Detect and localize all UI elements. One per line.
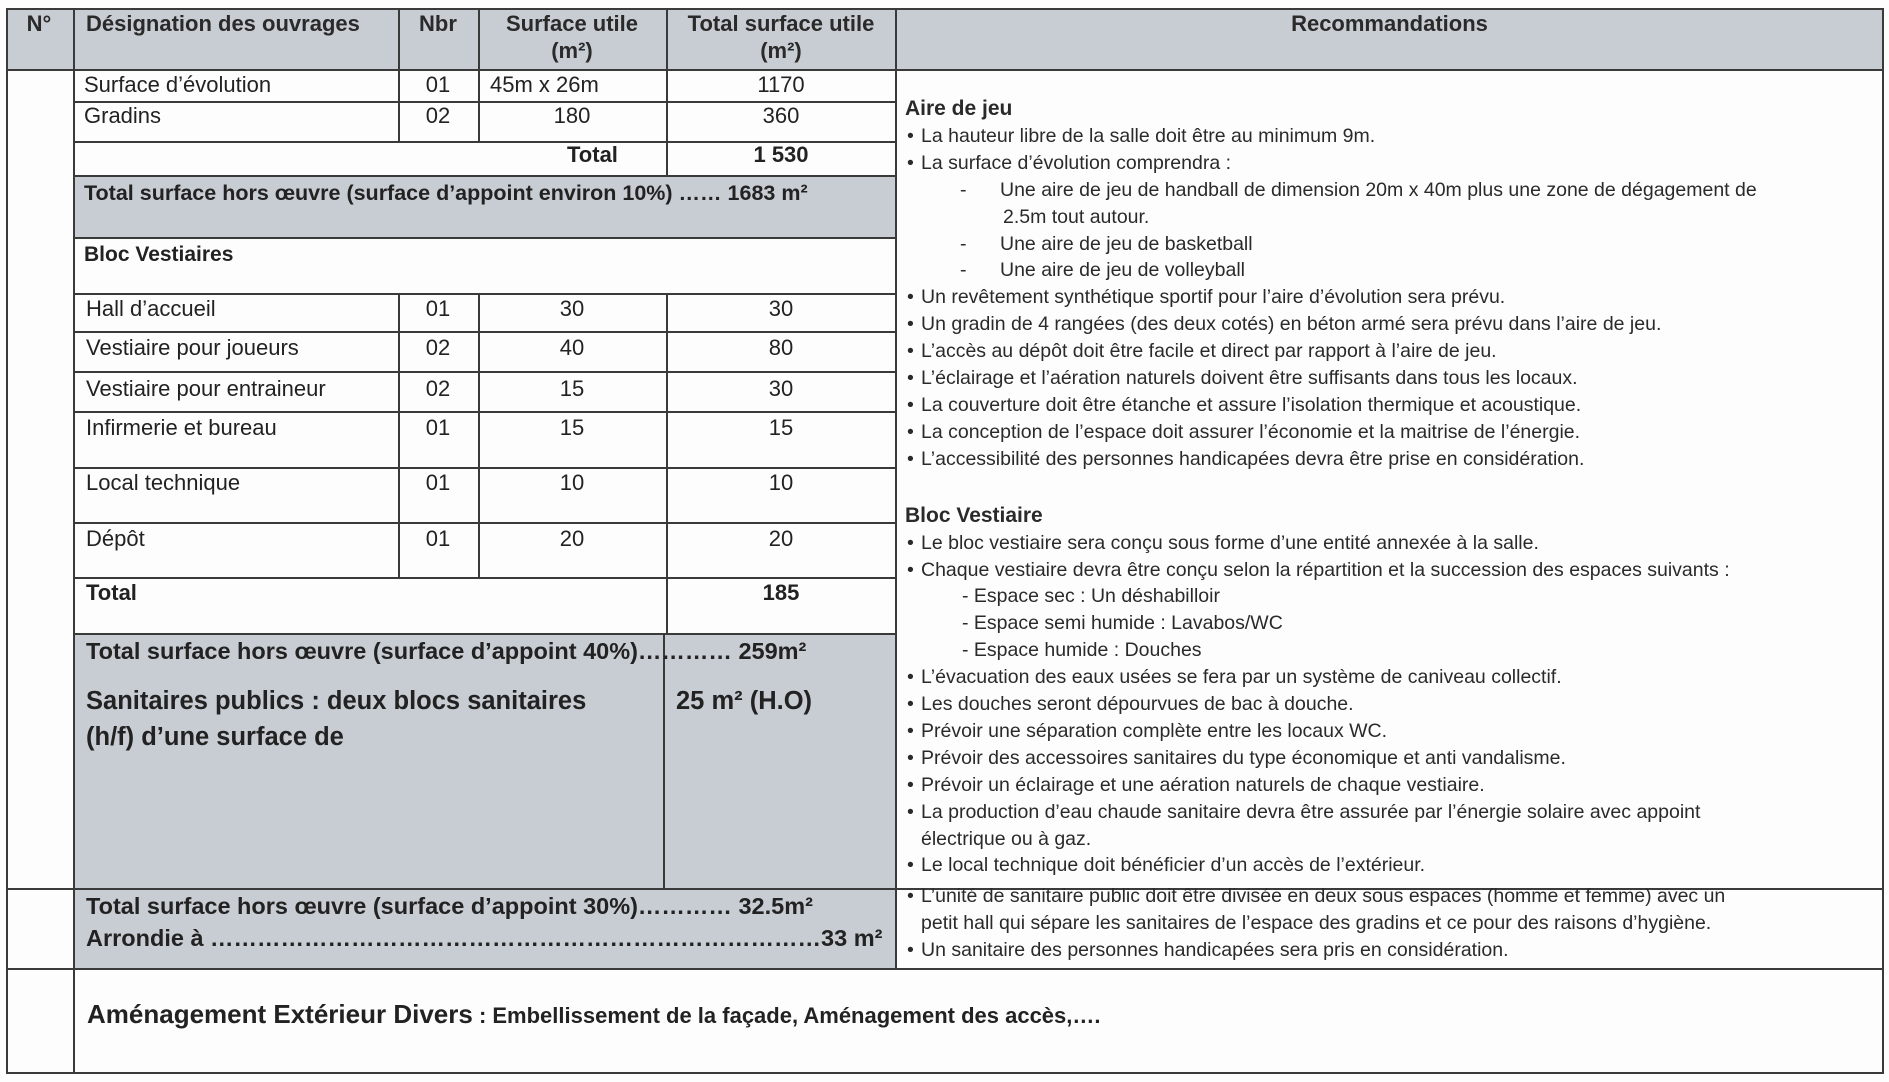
sanitaires-hors-oeuvre-line2: Arrondie à ……………………………………………………………………33 m² xyxy=(86,925,883,951)
sani-item-1-line1: • L’unité de sanitaire public doit être divisée en deux sous espaces (homme et femme) avec un xyxy=(905,883,1873,910)
aire-item-8: • La conception de l’espace doit assurer l’économie et la maitrise de l’énergie. xyxy=(905,419,1873,446)
header-total-line1: Total surface utile xyxy=(687,11,875,36)
vestiaires-title: Bloc Vestiaires xyxy=(84,243,234,266)
amenagement-title: Aménagement Extérieur Divers xyxy=(87,999,473,1029)
vestiaire-row-5-nbr: 01 xyxy=(425,470,451,495)
section-gap xyxy=(905,473,1873,503)
vestiaire-row-2-surface: 40 xyxy=(559,335,585,360)
vestiaires-total-label: Total xyxy=(86,580,137,605)
salle-row-2-designation: Gradins xyxy=(84,103,162,128)
vestiaire-row-4-designation: Infirmerie et bureau xyxy=(86,415,277,440)
recommandations-column xyxy=(905,96,1873,964)
amenagement-exterieur xyxy=(87,996,1101,1034)
aire-subitem-volleyball: - Une aire de jeu de volleyball xyxy=(905,257,1873,284)
vestiaire-row-4-surface: 15 xyxy=(559,415,585,440)
bloc-item-9: • Le local technique doit bénéficier d’un accès de l’extérieur. xyxy=(905,852,1873,879)
salle-row-1-nbr: 01 xyxy=(425,72,451,97)
vestiaire-row-1-total: 30 xyxy=(768,296,794,321)
aire-subitem-handball xyxy=(905,177,1873,204)
vestiaire-row-4-total: 15 xyxy=(768,415,794,440)
header-bottom-line xyxy=(6,69,1884,71)
salle-row-2-total: 360 xyxy=(762,103,800,128)
header-nbr: Nbr xyxy=(419,11,457,36)
header-designation: Désignation des ouvrages xyxy=(86,11,360,36)
row-line-5 xyxy=(73,293,895,295)
row-line-7 xyxy=(73,371,895,373)
bloc-item-5: • Prévoir une séparation complète entre les locaux WC. xyxy=(905,718,1873,745)
col-divider-recommandations xyxy=(895,8,897,968)
bloc-subitem-humide: - Espace humide : Douches xyxy=(962,639,1202,662)
vestiaires-hors-oeuvre: Total surface hors œuvre (surface d’appoint 40%)………… 259m² xyxy=(86,638,807,664)
bloc-item-6: • Prévoir des accessoires sanitaires du type économique et anti vandalisme. xyxy=(905,745,1873,772)
aire-item-7: • La couverture doit être étanche et assure l’isolation thermique et acoustique. xyxy=(905,392,1873,419)
row-line-12 xyxy=(73,633,895,635)
vestiaire-row-1-surface: 30 xyxy=(559,296,585,321)
vestiaire-row-3-total: 30 xyxy=(768,376,794,401)
aire-item-2: • La surface d’évolution comprendra : xyxy=(905,150,1873,177)
bloc-item-4: • Les douches seront dépourvues de bac à douche. xyxy=(905,691,1873,718)
salle-row-1-designation: Surface d’évolution xyxy=(84,72,272,97)
col-divider-no xyxy=(73,8,75,1074)
sanitaires-label-line2: (h/f) d’une surface de xyxy=(86,723,344,751)
bloc-item-8-line1: • La production d’eau chaude sanitaire devra être assurée par l’énergie solaire avec appoint xyxy=(905,799,1873,826)
aire-subitem-handball-line1: - Une aire de jeu de handball de dimension 20m x 40m plus une zone de dégagement de xyxy=(1000,178,1757,201)
aire-subitem-basketball: - Une aire de jeu de basketball xyxy=(905,231,1873,258)
amenagement-detail: : Embellissement de la façade, Aménagement des accès,…. xyxy=(472,1003,1101,1028)
salle-row-2-surface: 180 xyxy=(553,103,591,128)
salle-row-2-nbr: 02 xyxy=(425,103,451,128)
bloc-vestiaire-title: Bloc Vestiaire xyxy=(905,503,1043,527)
vestiaire-row-6-nbr: 01 xyxy=(425,526,451,551)
vestiaires-total-value: 185 xyxy=(762,580,800,605)
vestiaire-row-2-total: 80 xyxy=(768,335,794,360)
table-border-right xyxy=(1882,8,1884,1074)
aire-item-4: • Un gradin de 4 rangées (des deux cotés) en béton armé sera prévu dans l’aire de jeu. xyxy=(905,311,1873,338)
aire-subitem-handball-line2: 2.5m tout autour. xyxy=(1003,205,1150,228)
sanitaires-label-line1: Sanitaires publics : deux blocs sanitaires xyxy=(86,687,587,715)
salle-total-label: Total xyxy=(567,142,618,167)
vestiaire-row-2-nbr: 02 xyxy=(425,335,451,360)
header-surface-line1: Surface utile xyxy=(505,11,639,36)
header-no: N° xyxy=(26,11,52,36)
row-line-6 xyxy=(73,331,895,333)
bloc-item-8-line2: électrique ou à gaz. xyxy=(921,827,1092,850)
vestiaire-row-5-designation: Local technique xyxy=(86,470,241,495)
salle-row-1-total: 1170 xyxy=(757,72,805,97)
row-line-3 xyxy=(73,175,895,177)
row-line-10 xyxy=(73,522,895,524)
bloc-subitem-sec: - Espace sec : Un déshabilloir xyxy=(962,585,1220,608)
row-line-14 xyxy=(6,968,1884,970)
aire-de-jeu-title: Aire de jeu xyxy=(905,97,1013,120)
vestiaire-row-2-designation: Vestiaire pour joueurs xyxy=(86,335,299,360)
row-line-4 xyxy=(73,237,895,239)
table-border-bottom xyxy=(6,1072,1884,1074)
vestiaire-row-6-total: 20 xyxy=(768,526,794,551)
sani-item-2: • Un sanitaire des personnes handicapées sera pris en considération. xyxy=(905,937,1873,964)
vestiaire-row-4-nbr: 01 xyxy=(425,415,451,440)
vestiaire-row-1-nbr: 01 xyxy=(425,296,451,321)
vestiaire-row-3-nbr: 02 xyxy=(425,376,451,401)
sanitaires-hors-oeuvre-line1: Total surface hors œuvre (surface d’appoint 30%)………… 32.5m² xyxy=(86,893,813,919)
salle-hors-oeuvre: Total surface hors œuvre (surface d’appoint environ 10%) …… 1683 m² xyxy=(84,181,808,205)
bloc-subitem-semi-humide: - Espace semi humide : Lavabos/WC xyxy=(962,612,1283,635)
aire-item-5: • L’accès au dépôt doit être facile et direct par rapport à l’aire de jeu. xyxy=(905,338,1873,365)
header-surface-line2: (m²) xyxy=(551,38,593,63)
bloc-item-7: • Prévoir un éclairage et une aération naturels de chaque vestiaire. xyxy=(905,772,1873,799)
header-recommandations: Recommandations xyxy=(1291,11,1488,36)
aire-item-1: • La hauteur libre de la salle doit être au minimum 9m. xyxy=(905,123,1873,150)
bloc-item-3: • L’évacuation des eaux usées se fera par un système de caniveau collectif. xyxy=(905,664,1873,691)
row-line-8 xyxy=(73,411,895,413)
bloc-item-1: • Le bloc vestiaire sera conçu sous forme d’une entité annexée à la salle. xyxy=(905,530,1873,557)
salle-row-1-surface: 45m x 26m xyxy=(490,72,599,97)
sanitaires-background-top xyxy=(73,633,895,888)
vestiaire-row-3-surface: 15 xyxy=(559,376,585,401)
sani-item-1-line2: petit hall qui sépare les sanitaires de l’espace des gradins et ce pour des raisons d’hygiène. xyxy=(921,912,1712,935)
vestiaire-row-1-designation: Hall d’accueil xyxy=(86,296,216,321)
table-border-left xyxy=(6,8,8,1074)
vestiaire-row-5-surface: 10 xyxy=(559,470,585,495)
aire-item-6: • L’éclairage et l’aération naturels doivent être suffisants dans tous les locaux. xyxy=(905,365,1873,392)
row-line-9 xyxy=(73,467,895,469)
aire-item-3: • Un revêtement synthétique sportif pour l’aire d’évolution sera prévu. xyxy=(905,284,1873,311)
aire-item-9: • L’accessibilité des personnes handicapées devra être prise en considération. xyxy=(905,446,1873,473)
col-divider-sanitaires xyxy=(663,633,665,888)
vestiaire-row-6-surface: 20 xyxy=(559,526,585,551)
vestiaire-row-3-designation: Vestiaire pour entraineur xyxy=(86,376,326,401)
bloc-item-2: • Chaque vestiaire devra être conçu selon la répartition et la succession des espaces suivants : xyxy=(905,557,1873,584)
salle-total-value: 1 530 xyxy=(753,142,809,167)
vestiaire-row-5-total: 10 xyxy=(768,470,794,495)
header-total-line2: (m²) xyxy=(760,38,802,63)
vestiaire-row-6-designation: Dépôt xyxy=(86,526,145,551)
sanitaires-value: 25 m² (H.O) xyxy=(676,687,813,715)
row-line-11 xyxy=(73,577,895,579)
